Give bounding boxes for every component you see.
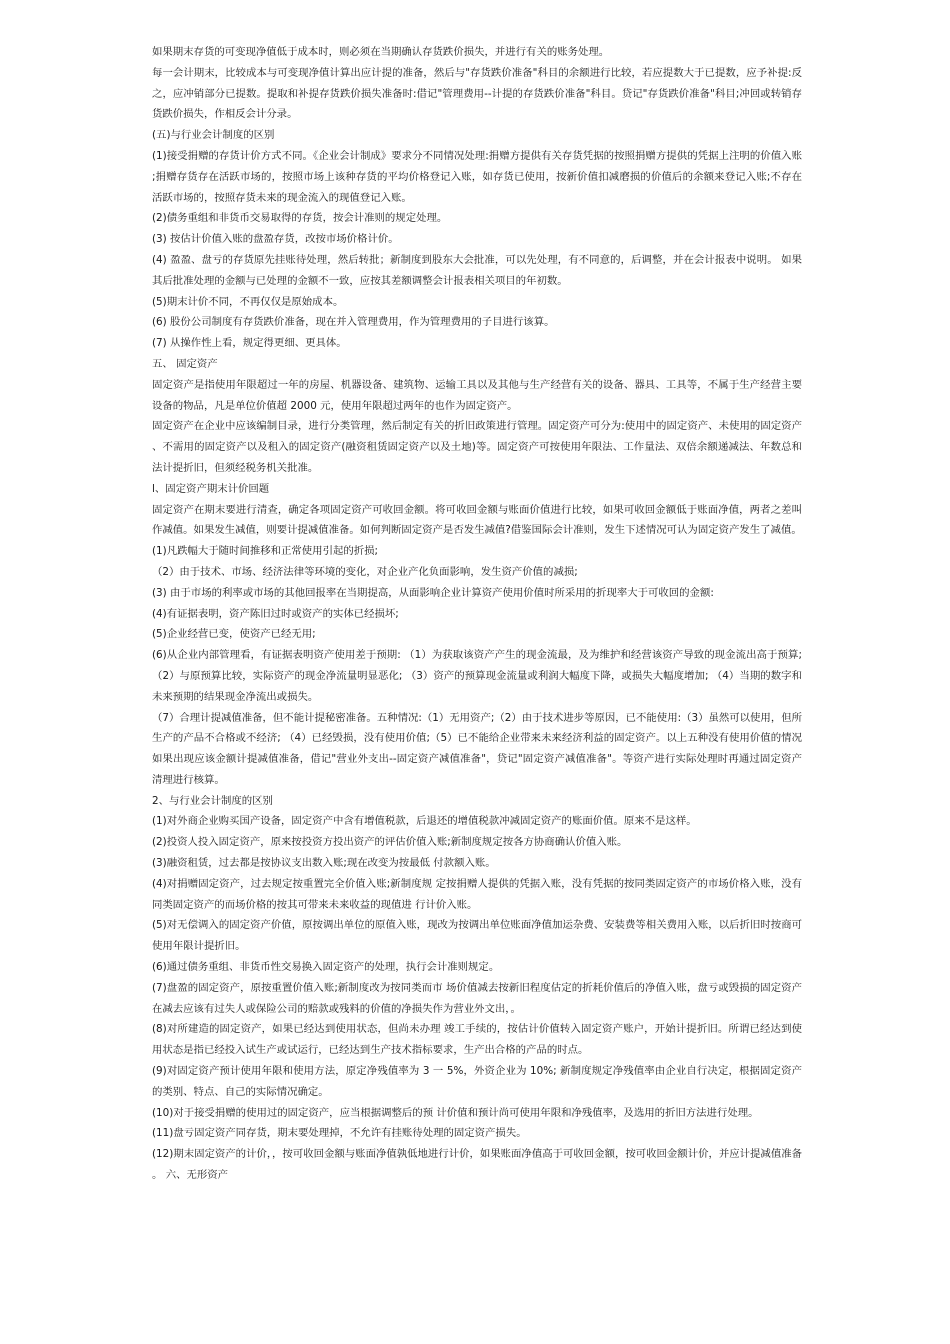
section-heading: 五、 固定资产 [152, 357, 218, 370]
list-item: (3) 按估计价值入账的盘盈存货，改按市场价格计价。 [152, 233, 399, 246]
list-item: (6) 股份公司制度有存货跌价准备，现在并入管理费用，作为管理费用的子目进行该算。 [152, 316, 555, 329]
list-item: (2)投资人投入固定资产，原来按投资方投出资产的评估价值入账;新制度规定按各方协商确认价值入账。 [152, 836, 628, 849]
list-item: (11)盘亏固定资产同存货，期末要处理掉，不允许有挂账待处理的固定资产损失。 [152, 1127, 527, 1140]
list-item: (1)接受捐赠的存货计价方式不同。《企业会计制成》要求分不同情况处理:捐赠方提供有关存货凭据的按照捐赠方提供的凭据上注明的价值入账;捐赠存货存在活跃市场的，按照市场上该种存货的平均价格登记入账，如存货已使用，按新价值扣减磨损的价值后的余额来登记入账;不存在活跃市场的，按照存货未来的现金流入的现值登记入账。 [152, 149, 802, 204]
section-heading: l、固定资产期末计价回题 [152, 482, 270, 495]
list-item: (6)通过债务重组、非货币性交易换入固定资产的处理，执行会计准则规定。 [152, 961, 500, 974]
list-item: (4) 盈盈、盘亏的存货原先挂账待处理，然后转批；新制度到股东大会批准，可以先处理，有不同意的，后调整，并在会计报表中说明。 如果其后批准处理的金额与已处理的金额不一致，应按其差额调整会计报表相关项目的年初数。 [152, 253, 802, 287]
paragraph: 如果期末存货的可变现净值低于成本时，则必须在当期确认存货跌价损失，并进行有关的账务处理。 [152, 46, 610, 58]
list-item: (10)对于接受捐赠的使用过的固定资产，应当根据调整后的预 计价值和预计尚可使用年限和净残值率，及选用的折旧方法进行处理。 [152, 1106, 759, 1119]
list-item: (6)从企业内部管理看，有证据表明资产使用差于预期: （1）为获取该资产产生的现金流最，及为维护和经营该资产导致的现金流出高于预算; （2）与原预算比较，实际资产的现金净流量明显恶化; （3）资产的预算现金流量或利润大幅度下降，或损失大幅度增加; （4）当期的数字和未来预期的结果现金净流出或损失。 [152, 649, 802, 703]
list-item: (1)凡跌幅大于随时间推移和正常使用引起的折损; [152, 545, 379, 558]
list-item: (3) 由于市场的利率或市场的其他回报率在当期提高，从面影响企业计算资产使用价值时所采用的折现率大于可收回的金额: [152, 586, 714, 599]
list-item: （7）合理计提减值准备，但不能计提秘密准备。五种情况:（1）无用资产;（2）由于技术进步等原因，已不能使用:（3）虽然可以使用，但所生产的产品不合格或不经济; （4）已经毁损，没有使用价值;（5）已不能给企业带来未来经济利益的固定资产。以上五种没有使用价值的情况如果出现应该金额计提减值准备，借记"营业外支出--固定资产减值准备"，贷记"固定资产减值准备"。等资产进行实际处理时再通过固定资产清理进行核算。 [152, 711, 802, 786]
list-item: (8)对所建造的固定资产，如果已经达到使用状态，但尚未办理 竣工手续的，按估计价值转入固定资产账户，开始计提折旧。所谓已经达到使用状态是指已经投入试生产或试运行，已经达到生产技术指标要求，生产出合格的产品的时点。 [152, 1023, 802, 1057]
paragraph: 每一会计期末，比较成本与可变现净值计算出应计提的准备，然后与"存货跌价准备"科目的余额进行比较，若应提数大于已提数，应予补提:反之，应冲销部分已提数。提取和补提存货跌价损失准备时:借记"管理费用--计提的存货跌价准备"科目。贷记"存货跌价准备"科目;冲回或转销存货跌价损失，作相反会计分录。 [152, 66, 802, 121]
list-item: (3)融资租赁，过去都是按协议支出数入账;现在改变为按最低 付款额入账。 [152, 857, 496, 870]
list-item: (4)有证据表明，资产陈旧过时或资产的实体已经损坏; [152, 607, 399, 620]
list-item: (1)对外商企业购买国产设备，固定资产中含有增值税款，后退还的增值税款冲减固定资产的账面价值。原来不是这样。 [152, 815, 697, 828]
list-item: (12)期末固定资产的计价，，按可收回金额与账面净值孰低地进行计价，如果账面净值高于可收回金额，按可收回金额计价，并应计提减值准备。 六、无形资产 [152, 1148, 802, 1182]
list-item: (7)盘盈的固定资产，原按重置价值入账;新制度改为按同类而市 场价值减去按新旧程度估定的折耗价值后的净值入账，盘亏或毁损的固定资产在减去应该有过失人或保险公司的赔款或残料的价值的净损失作为营业外文出，。 [152, 981, 802, 1015]
paragraph: 固定资产在期末要进行清查，确定各项固定资产可收回金额。将可收回金额与账面价值进行比较，如果可收回金额低于账面净值，两者之差叫作减值。如果发生减值，则要计提减值准备。如何判断固定资产是否发生减值?借鉴国际会计准则，发生下述情况可认为固定资产发生了减值。 [152, 503, 802, 537]
paragraph: 固定资产是指使用年限超过一年的房屋、机器设备、建筑物、运输工具以及其他与生产经营有关的设备、器具、工具等，不属于生产经营主要设备的物品，凡是单位价值超 2000 元，使用年限超过两年的也作为固定资产。 [152, 378, 802, 412]
section-heading: (五)与行业会计制度的区别 [152, 129, 275, 142]
document-body [152, 42, 802, 1186]
paragraph: 固定资产在企业中应该编制目录，进行分类管理，然后制定有关的折旧政策进行管理。固定资产可分为:使用中的固定资产、未使用的固定资产、不需用的固定资产以及租入的固定资产(融资租赁固定资产以及土地)等。固定资产可按使用年限法、工作量法、双倍余额递减法、年数总和法计提折旧，但须经税务机关批准。 [152, 420, 802, 474]
list-item: (7) 从操作性上看，规定得更细、更具体。 [152, 337, 347, 350]
list-item: (5)对无偿调入的固定资产价值，原按调出单位的原值入账，现改为按调出单位账面净值加运杂费、安装费等相关费用入账，以后折旧时按商可使用年限计提折旧。 [152, 919, 802, 953]
list-item: (4)对捐赠固定资产，过去规定按重置完全价值入账;新制度规 定按捐赠人提供的凭据入账，没有凭据的按同类固定资产的市场价格入账，没有同类固定资产的而场价格的按其可带来未来收益的现值进 行计价入账。 [152, 877, 802, 911]
list-item: (2)债务重组和非货币交易取得的存货，按会计准则的规定处理。 [152, 212, 448, 225]
list-item: (5)期末计价不同，不再仅仅是原始成本。 [152, 295, 344, 308]
list-item: (9)对固定资产预计使用年限和使用方法，原定净残值率为 3 一 5%，外资企业为 10%; 新制度规定净残值率由企业自行决定，根据固定资产的类别、特点、自己的实际情况确定。 [152, 1065, 802, 1098]
list-item: (5)企业经营已变，使资产已经无用; [152, 628, 316, 641]
list-item: （2）由于技术、市场、经济法律等环境的变化，对企业产化负面影响，发生资产价值的减损; [152, 565, 578, 578]
section-heading: 2、与行业会计制度的区别 [152, 794, 273, 807]
